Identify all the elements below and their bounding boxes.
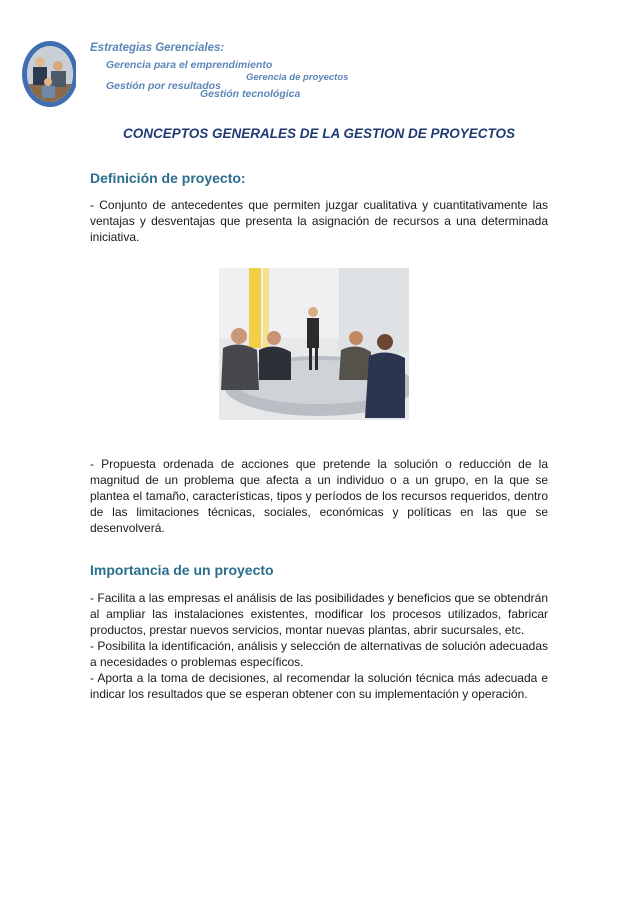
meeting-photo [219, 268, 409, 420]
paragraph-text: - Propuesta ordenada de acciones que pretende la solución o reducción de la magnitud de un problema que afecta a un individuo o a un grupo, en la que se plantea el tamaño, características, tipos y períodos de los recursos requeridos, dentro de las limitaciones técnicas, sociales, económicas y políticas en las que se desenvolverá. [90, 457, 548, 535]
business-team-logo [18, 40, 76, 108]
section-heading-importancia: Importancia de un proyecto [90, 562, 274, 578]
header-line-proyectos: Gerencia de proyectos [246, 72, 349, 83]
paragraph-definition-1 [90, 197, 548, 245]
header-line-tecnologica: Gestión tecnológica [200, 88, 301, 100]
importance-list [90, 590, 548, 702]
header-title: Estrategias Gerenciales: [90, 42, 225, 54]
paragraph-definition-2 [90, 456, 548, 536]
paragraph-text: - Conjunto de antecedentes que permiten juzgar cualitativa y cuantitativamente las ventajas y desventajas que presenta la asignación de recursos a una determinada iniciativa. [90, 198, 548, 244]
section-heading-definicion: Definición de proyecto: [90, 170, 246, 186]
page-header [0, 0, 638, 115]
header-line-resultados: Gestión por resultados [106, 80, 221, 92]
list-item-aporta: - Aporta a la toma de decisiones, al recomendar la solución técnica más adecuada e indicar los resultados que se esperan obtener con su implementación y operación. [90, 671, 548, 701]
document-title: CONCEPTOS GENERALES DE LA GESTION DE PROYECTOS [122, 126, 516, 141]
list-item-posibilita: - Posibilita la identificación, análisis y selección de alternativas de solución adecuadas a necesidades o problemas específicos. [90, 639, 548, 669]
header-line-emprendimiento: Gerencia para el emprendimiento [106, 59, 273, 71]
list-item-facilita: - Facilita a las empresas el análisis de las posibilidades y beneficios que se obtendrán al ampliar las instalaciones existentes, modificar los procesos utilizados, fabricar productos, prestar nuevos servicios, montar nuevas plantas, abrir sucursales, etc. [90, 591, 548, 637]
